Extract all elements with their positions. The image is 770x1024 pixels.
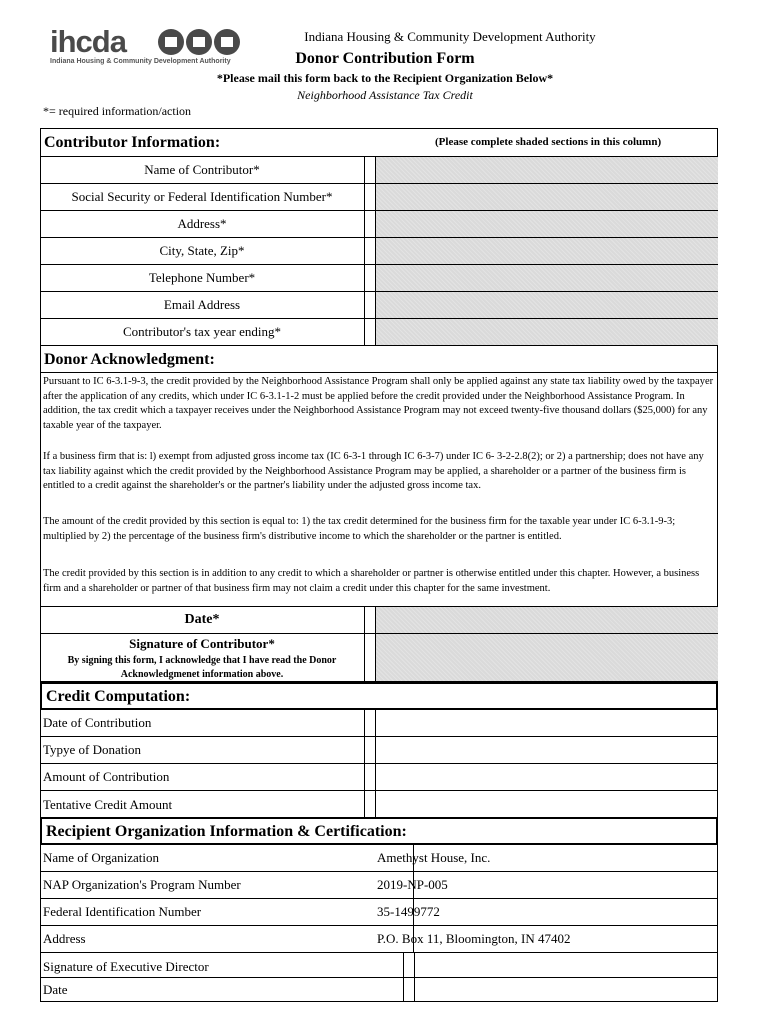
signature-label: Signature of Contributor* (129, 636, 275, 651)
credit-tentative-input[interactable] (378, 791, 718, 818)
contributor-ssn-row (40, 184, 718, 211)
mail-note: *Please mail this form back to the Recipient Organization Below* (216, 71, 554, 85)
contributor-address-input[interactable] (376, 211, 718, 237)
credit-type-row (40, 737, 718, 764)
field-label: Name of Organization (43, 850, 159, 865)
recipient-signature-row (40, 953, 718, 978)
contributor-date-row (40, 606, 718, 634)
field-label: Tentative Credit Amount (43, 796, 173, 812)
contributor-ssn-input[interactable] (376, 184, 718, 210)
recipient-signature-input[interactable] (416, 953, 718, 977)
contributor-name-input[interactable] (376, 157, 718, 183)
contributor-name-row (40, 157, 718, 184)
field-label: Typye of Donation (43, 742, 142, 757)
field-label: Social Security or Federal Identification Number* (71, 189, 333, 204)
field-label: Address* (177, 216, 227, 231)
field-label: Date* (184, 612, 220, 627)
recipient-date-input[interactable] (416, 978, 718, 1002)
recipient-address-value: P.O. Box 11, Bloomington, IN 47402 (377, 931, 571, 946)
contributor-phone-row (40, 265, 718, 292)
contributor-taxyear-row (40, 319, 718, 346)
credit-date-row (40, 710, 718, 737)
recipient-date-row (40, 978, 718, 1002)
recipient-name-value: Amethyst House, Inc. (377, 850, 491, 865)
credit-tentative-row (40, 791, 718, 818)
credit-amount-input[interactable] (378, 764, 718, 790)
field-label: Date (43, 982, 68, 997)
ack-paragraph-1: Pursuant to IC 6-3.1-9-3, the credit provided by the Neighborhood Assistance Program shall only be applied against any state tax liability owed by the taxpayer after the application of any credits, which under IC 6-3.1-1-2 must be applied before the credit provided under the Neighborhood Assistance Program. In addition, the tax credit which a taxpayer receives under the Neighborhood Assistance Program may not exceed twenty-five thousand dollars ($25,000) for any taxable year of the taxpayer. (43, 376, 714, 431)
recipient-fein-row (40, 899, 718, 926)
field-label: City, State, Zip* (159, 243, 245, 258)
field-label: Name of Contributor* (144, 162, 260, 177)
ack-paragraph-2: If a business firm that is: l) exempt from adjusted gross income tax (IC 6-3-1 through IC 6-3-7) under IC 6- 3-2-2.8(2); or 2) a partnership; does not have any tax liability against which the credit provided by the Neighborhood Assistance Program may be applied, a shareholder or a partner of the business firm is entitled to a credit against the shareholder's or the partner's liability under the adjusted gross income tax. (43, 451, 704, 491)
credit-name: Neighborhood Assistance Tax Credit (297, 88, 473, 102)
contributor-title: Contributor Information: (44, 134, 221, 151)
shaded-note: (Please complete shaded sections in this column) (435, 136, 662, 148)
signature-note: By signing this form, I acknowledge that I have read the Donor Acknowledgmenet information above. (67, 655, 337, 680)
ack-paragraph-3: The amount of the credit provided by this section is equal to: 1) the tax credit determined for the business firm for the taxable year under IC 6-3.1-9-3; multiplied by 2) the percentage of the business firm's distributive income to which the shareholder or the partner is entitled. (43, 516, 676, 542)
contributor-phone-input[interactable] (376, 265, 718, 291)
recipient-program-row (40, 872, 718, 899)
field-label: Amount of Contribution (43, 769, 170, 784)
field-label: Email Address (163, 297, 241, 312)
recipient-title: Recipient Organization Information & Certification: (40, 817, 718, 845)
recipient-program-value: 2019-NP-005 (377, 877, 448, 892)
credit-amount-row (40, 764, 718, 791)
contributor-city-row (40, 238, 718, 265)
field-label: NAP Organization's Program Number (43, 877, 241, 892)
contributor-taxyear-input[interactable] (376, 319, 718, 345)
recipient-fein-value: 35-1499772 (377, 904, 440, 919)
field-label: Date of Contribution (43, 715, 152, 730)
field-label: Contributor's tax year ending* (123, 324, 281, 339)
field-label: Signature of Executive Director (43, 959, 209, 974)
contributor-email-input[interactable] (376, 292, 718, 318)
acknowledgment-title: Donor Acknowledgment: (40, 346, 718, 373)
field-label: Address (43, 931, 86, 946)
contributor-date-input[interactable] (376, 607, 718, 633)
required-note: *= required information/action (43, 104, 192, 118)
field-label: Telephone Number* (148, 270, 256, 285)
form-title: Donor Contribution Form (295, 50, 475, 67)
ack-paragraph-4: The credit provided by this section is in addition to any credit to which a shareholder or partner is otherwise entitled under this chapter. However, a business firm and a shareholder or partner of that business firm may not claim a credit under this chapter for the same investment. (43, 568, 700, 594)
contributor-address-row (40, 211, 718, 238)
credit-type-input[interactable] (378, 737, 718, 763)
contributor-city-input[interactable] (376, 238, 718, 264)
credit-date-input[interactable] (378, 710, 718, 736)
recipient-address-row (40, 926, 718, 953)
field-label: Federal Identification Number (43, 904, 202, 919)
recipient-name-row (40, 845, 718, 872)
credit-title: Credit Computation: (40, 682, 718, 710)
logo-subtitle: Indiana Housing & Community Development Authority (50, 58, 231, 65)
contributor-signature-input[interactable] (376, 634, 718, 681)
contributor-section-header (40, 128, 718, 157)
logo-text: ihcda (50, 24, 126, 59)
contributor-email-row (40, 292, 718, 319)
org-name: Indiana Housing & Community Development Authority (304, 29, 596, 44)
